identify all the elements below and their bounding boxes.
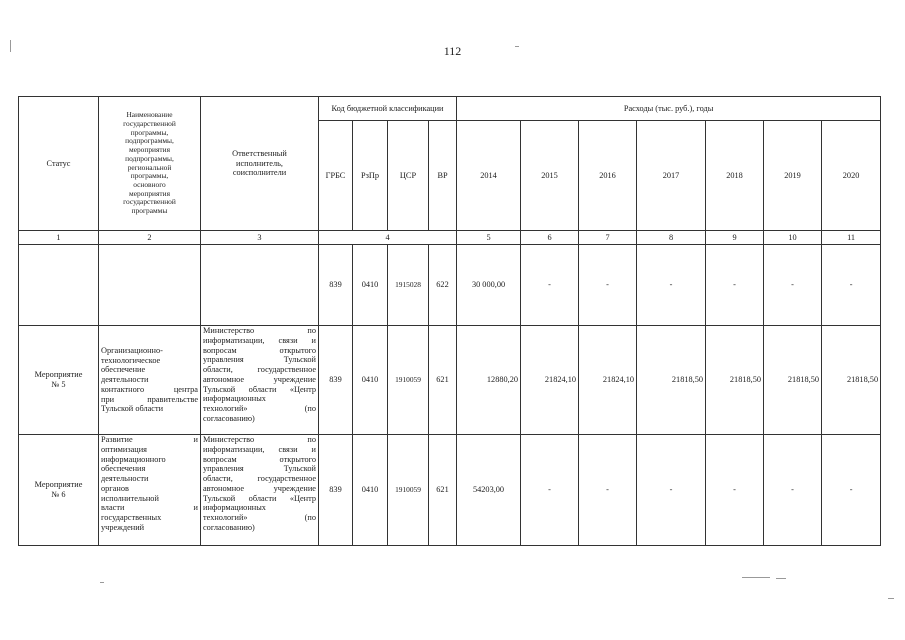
row-value-2016: 21824,10: [579, 326, 637, 435]
row-value-2016: -: [579, 435, 637, 546]
row-value-2019: -: [764, 245, 822, 326]
scan-speck: [10, 40, 11, 52]
header-budget-code: Код бюджетной классификации: [319, 97, 457, 121]
row-vr: 621: [429, 326, 457, 435]
row-grbs: 839: [319, 435, 353, 546]
column-number: 3: [201, 231, 319, 245]
row-value-2020: -: [822, 435, 881, 546]
row-name: [99, 245, 201, 326]
header-rzpr: РзПр: [353, 121, 388, 231]
row-name: Развитие и оптимизация информационного обеспечения деятельности органов исполнительной власти и государственных учреждений: [99, 435, 201, 546]
header-year-2020: 2020: [822, 121, 881, 231]
row-value-2016: -: [579, 245, 637, 326]
table-row: [19, 435, 881, 546]
row-rzpr: 0410: [353, 435, 388, 546]
header-year-2017: 2017: [637, 121, 706, 231]
row-value-2014: 54203,00: [457, 435, 521, 546]
row-csr: 1915028: [388, 245, 429, 326]
header-year-2019: 2019: [764, 121, 822, 231]
row-value-2015: -: [521, 435, 579, 546]
row-executor: Министерство по информатизации, связи и вопросам открытого управления Тульской области, государственное автономное учреждение Тульской области «Центр информационных технологий» (по согласованию): [201, 326, 319, 435]
row-value-2018: -: [706, 245, 764, 326]
row-status: Мероприятие № 6: [19, 435, 99, 546]
header-year-2016: 2016: [579, 121, 637, 231]
row-value-2017: -: [637, 435, 706, 546]
column-number: 10: [764, 231, 822, 245]
row-value-2019: -: [764, 435, 822, 546]
row-value-2015: -: [521, 245, 579, 326]
row-value-2017: -: [637, 245, 706, 326]
scan-speck: [776, 578, 786, 579]
header-program-name: Наименование государственной программы, подпрограммы, мероприятия подпрограммы, региональной программы, основного мероприятия государственной программы: [99, 97, 201, 231]
table-row: [19, 326, 881, 435]
column-number: 4: [319, 231, 457, 245]
row-value-2014: 12880,20: [457, 326, 521, 435]
row-csr: 1910059: [388, 326, 429, 435]
budget-table: [18, 96, 881, 546]
row-status: [19, 245, 99, 326]
column-number: 5: [457, 231, 521, 245]
header-status: Статус: [19, 97, 99, 231]
row-name: Организационно- технологическое обеспечение деятельности контактного центра при правительстве Тульской области: [99, 326, 201, 435]
column-number-row: [19, 231, 881, 245]
row-executor: [201, 245, 319, 326]
row-executor: Министерство по информатизации, связи и вопросам открытого управления Тульской области, государственное автономное учреждение Тульской области «Центр информационных технологий» (по согласованию): [201, 435, 319, 546]
scan-speck: [742, 577, 770, 578]
row-value-2015: 21824,10: [521, 326, 579, 435]
row-value-2018: 21818,50: [706, 326, 764, 435]
row-rzpr: 0410: [353, 326, 388, 435]
row-value-2020: -: [822, 245, 881, 326]
table-row: [19, 245, 881, 326]
header-year-2015: 2015: [521, 121, 579, 231]
column-number: 2: [99, 231, 201, 245]
scan-speck: [100, 582, 104, 583]
column-number: 1: [19, 231, 99, 245]
header-vr: ВР: [429, 121, 457, 231]
column-number: 11: [822, 231, 881, 245]
row-value-2020: 21818,50: [822, 326, 881, 435]
column-number: 9: [706, 231, 764, 245]
column-number: 7: [579, 231, 637, 245]
header-csr: ЦСР: [388, 121, 429, 231]
row-value-2014: 30 000,00: [457, 245, 521, 326]
header-year-2018: 2018: [706, 121, 764, 231]
row-status: Мероприятие № 5: [19, 326, 99, 435]
header-expenses: Расходы (тыс. руб.), годы: [457, 97, 881, 121]
row-vr: 621: [429, 435, 457, 546]
row-grbs: 839: [319, 326, 353, 435]
row-rzpr: 0410: [353, 245, 388, 326]
header-executor: Ответственный исполнитель, соисполнители: [201, 97, 319, 231]
header-year-2014: 2014: [457, 121, 521, 231]
column-number: 6: [521, 231, 579, 245]
page-number: 112: [443, 44, 462, 58]
scan-speck: [888, 598, 894, 599]
row-value-2019: 21818,50: [764, 326, 822, 435]
row-csr: 1910059: [388, 435, 429, 546]
row-grbs: 839: [319, 245, 353, 326]
column-number: 8: [637, 231, 706, 245]
header-grbs: ГРБС: [319, 121, 353, 231]
scan-speck: [515, 46, 519, 47]
row-value-2017: 21818,50: [637, 326, 706, 435]
row-vr: 622: [429, 245, 457, 326]
row-value-2018: -: [706, 435, 764, 546]
header-row-top: [19, 97, 881, 121]
